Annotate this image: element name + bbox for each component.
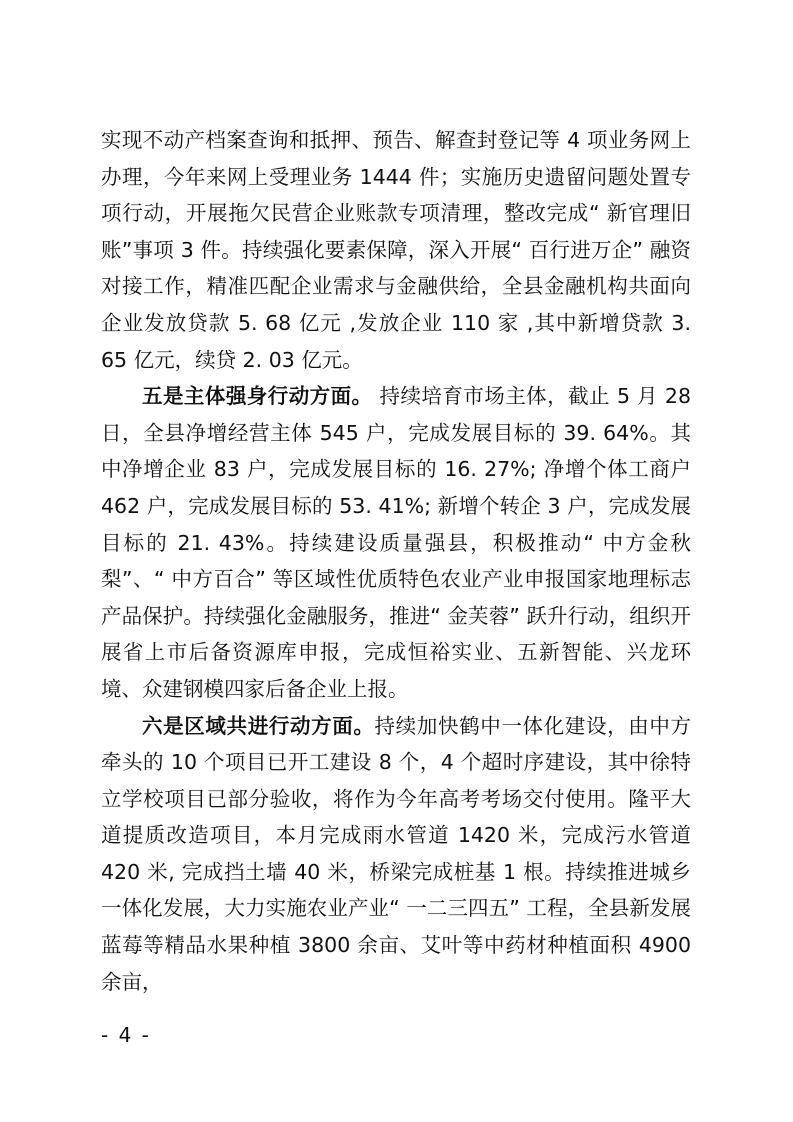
paragraph-3: [101, 708, 691, 1001]
paragraph-1: [101, 122, 691, 378]
page-number: - 4 -: [101, 1023, 151, 1047]
paragraph-2: [101, 378, 691, 707]
paragraph-3-heading: 六是区域共进行动方面。: [142, 713, 375, 738]
paragraph-1-text: 实现不动产档案查询和抵押、预告、解查封登记等 4 项业务网上办理，今年来网上受理业务 1444 件；实施历史遗留问题处置专项行动，开展拖欠民营企业账款专项清理，整改完成“ 新官理旧账”事项 3 件。持续强化要素保障，深入开展“ 百行进万企” 融资对接工作，精准匹配企业需求与金融供给，全县金融机构共面向企业发放贷款 5. 68 亿元 ,发放企业 110 家 ,其中新增贷款 3. 65 亿元，续贷 2. 03 亿元。: [101, 128, 691, 372]
paragraph-2-text: 持续培育市场主体，截止 5 月 28 日，全县净增经营主体 545 户，完成发展目标的 39. 64%。其中净增企业 83 户，完成发展目标的 16. 27%; 净增个体工商户 462 户，完成发展目标的 53. 41%; 新增个转企 3 户，完成发展目标的 21. 43%。持续建设质量强县，积极推动“ 中方金秋梨”、“ 中方百合” 等区域性优质特色农业产业申报国家地理标志产品保护。持续强化金融服务，推进“ 金芙蓉” 跃升行动，组织开展省上市后备资源库申报，完成恒裕实业、五新智能、兴龙环境、众建钢模四家后备企业上报。: [101, 384, 691, 701]
paragraph-3-text: 持续加快鹤中一体化建设，由中方牵头的 10 个项目已开工建设 8 个，4 个超时序建设，其中徐特立学校项目已部分验收，将作为今年高考考场交付使用。隆平大道提质改造项目，本月完成雨水管道 1420 米，完成污水管道 420 米, 完成挡土墙 40 米，桥梁完成桩基 1 根。持续推进城乡一体化发展，大力实施农业产业“ 一二三四五” 工程，全县新发展蓝莓等精品水果种植 3800 余亩、艾叶等中药材种植面积 4900 余亩，: [101, 713, 692, 994]
document-body: [101, 122, 691, 1000]
paragraph-2-heading: 五是主体强身行动方面。: [142, 384, 373, 409]
